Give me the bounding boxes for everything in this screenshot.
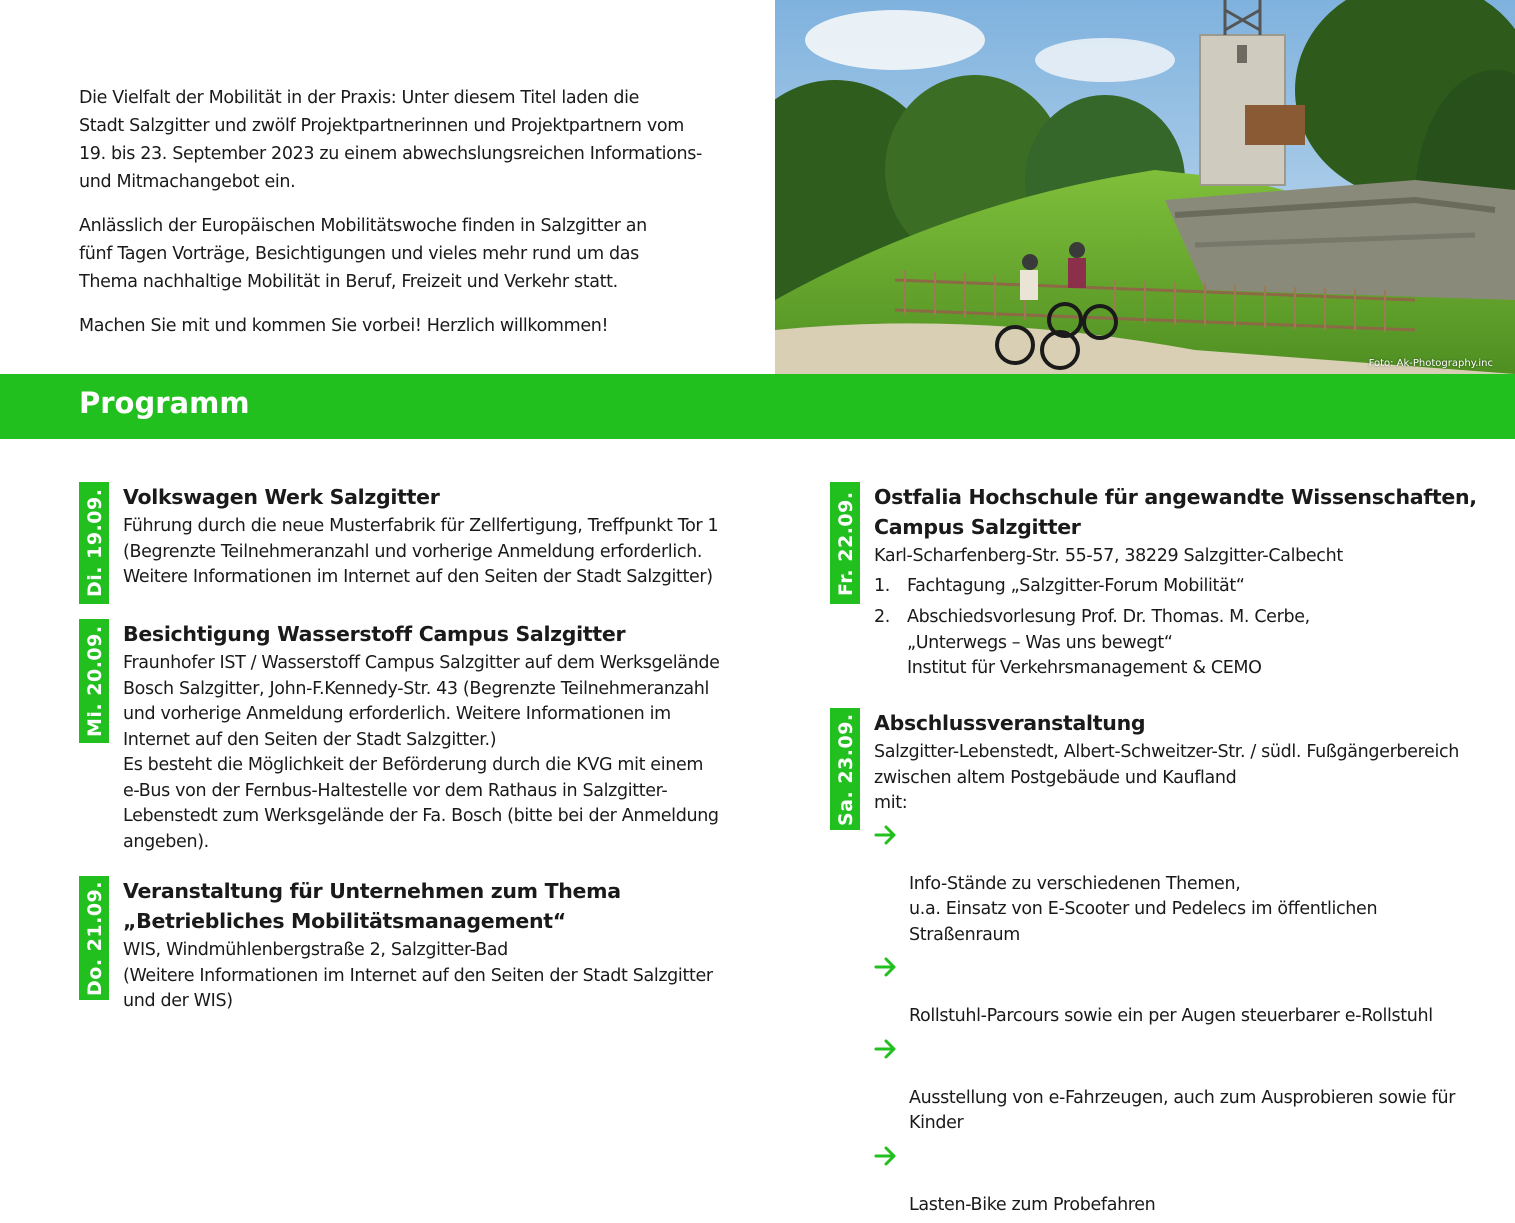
event-description: Salzgitter-Lebenstedt, Albert-Schweitzer-Str. / südl. Fußgängerbereich zwischen altem Postgebäude und Kaufland mit: [874, 742, 1459, 813]
castle-tower-photo [775, 0, 1515, 374]
list-item [874, 1142, 1459, 1219]
item-number: 2. [874, 607, 890, 627]
intro-paragraph: Anlässlich der Europäischen Mobilitätswoche finden in Salzgitter an fünf Tagen Vorträge, Besichtigungen und vieles mehr rund um das Thema nachhaltige Mobilität in Beruf, Freizeit und Verkehr statt. [79, 216, 647, 292]
event-title: Besichtigung Wasserstoff Campus Salzgitter [123, 622, 626, 646]
event-body [874, 708, 1459, 1223]
event-title: Abschlussveranstaltung [874, 711, 1146, 735]
event-body [874, 482, 1477, 688]
item-text: Lasten-Bike zum Probefahren [909, 1194, 1156, 1215]
event-title: Veranstaltung für Unternehmen zum Thema „Betriebliches Mobilitätsmanagement“ [123, 879, 621, 933]
date-tag [830, 482, 860, 604]
date-label: Fr. 22.09. [835, 490, 857, 596]
intro-paragraph: Die Vielfalt der Mobilität in der Praxis: Unter diesem Titel laden die Stadt Salzgitter und zwölf Projektpartnerinnen und Projektpartnern vom 19. bis 23. September 2023 zu einem abwechslungsreichen Informations- und Mitmachangebot ein. [79, 88, 702, 192]
event-title: Ostfalia Hochschule für angewandte Wissenschaften, Campus Salzgitter [874, 485, 1477, 539]
event-description: WIS, Windmühlenbergstraße 2, Salzgitter-Bad (Weitere Informationen im Internet auf den Seiten der Stadt Salzgitter und der WIS) [123, 940, 713, 1011]
arrow-right-icon [874, 1039, 898, 1059]
list-item [874, 953, 1459, 1030]
intro-paragraph: Machen Sie mit und kommen Sie vorbei! Herzlich willkommen! [79, 316, 609, 336]
event-description: Führung durch die neue Musterfabrik für Zellfertigung, Treffpunkt Tor 1 (Begrenzte Teilnehmeranzahl und vorherige Anmeldung erforderlich. Weitere Informationen im Internet auf den Seiten der Stadt Salzgitter) [123, 516, 719, 587]
program-band [0, 374, 1515, 439]
date-tag [79, 619, 109, 743]
item-text: Ausstellung von e-Fahrzeugen, auch zum Ausprobieren sowie für Kinder [909, 1087, 1456, 1133]
arrow-right-icon [874, 957, 898, 977]
item-text: Fachtagung „Salzgitter-Forum Mobilität“ [907, 575, 1245, 596]
item-text: Rollstuhl-Parcours sowie ein per Augen steuerbarer e-Rollstuhl [909, 1006, 1433, 1026]
list-item [874, 574, 1477, 600]
date-label: Di. 19.09. [84, 488, 106, 597]
event-body [123, 482, 718, 591]
bullet-list [874, 821, 1459, 1219]
date-tag [830, 708, 860, 830]
list-item [874, 821, 1459, 949]
date-label: Mi. 20.09. [84, 625, 106, 737]
photo-credit: Foto: Ak-Photography.inc [1368, 358, 1493, 369]
item-text: Abschiedsvorlesung Prof. Dr. Thomas. M. Cerbe, „Unterwegs – Was uns bewegt“ Institut für Verkehrsmanagement & CEMO [907, 607, 1310, 678]
photo-illustration [775, 0, 1515, 374]
item-number: 1. [874, 575, 890, 596]
numbered-list [874, 574, 1477, 682]
event-body [123, 619, 720, 855]
event-description: Fraunhofer IST / Wasserstoff Campus Salzgitter auf dem Werksgelände Bosch Salzgitter, John-F.Kennedy-Str. 43 (Begrenzte Teilnehmeranzahl und vorherige Anmeldung erforderlich. Weitere Informationen im Internet auf den Seiten der Stadt Salzgitter.) Es besteht die Möglichkeit der Beförderung durch die KVG mit einem e-Bus von der Fernbus-Haltestelle vor dem Rathaus in Salzgitter- Lebenstedt zum Werksgelände der Fa. Bosch (bitte bei der Anmeldung angeben). [123, 653, 720, 852]
list-item [874, 605, 1477, 682]
list-item [874, 1035, 1459, 1137]
date-tag [79, 482, 109, 604]
program-heading: Programm [79, 386, 250, 420]
arrow-right-icon [874, 825, 898, 845]
date-label: Do. 21.09. [84, 880, 106, 996]
date-label: Sa. 23.09. [835, 712, 857, 826]
event-address: Karl-Scharfenberg-Str. 55-57, 38229 Salzgitter-Calbecht [874, 546, 1343, 566]
item-text: Info-Stände zu verschiedenen Themen, u.a. Einsatz von E-Scooter und Pedelecs im öffentlichen Straßenraum [909, 873, 1378, 945]
event-body [123, 876, 713, 1015]
date-tag [79, 876, 109, 1000]
intro-text [79, 84, 709, 356]
event-title: Volkswagen Werk Salzgitter [123, 485, 440, 509]
arrow-right-icon [874, 1146, 898, 1166]
